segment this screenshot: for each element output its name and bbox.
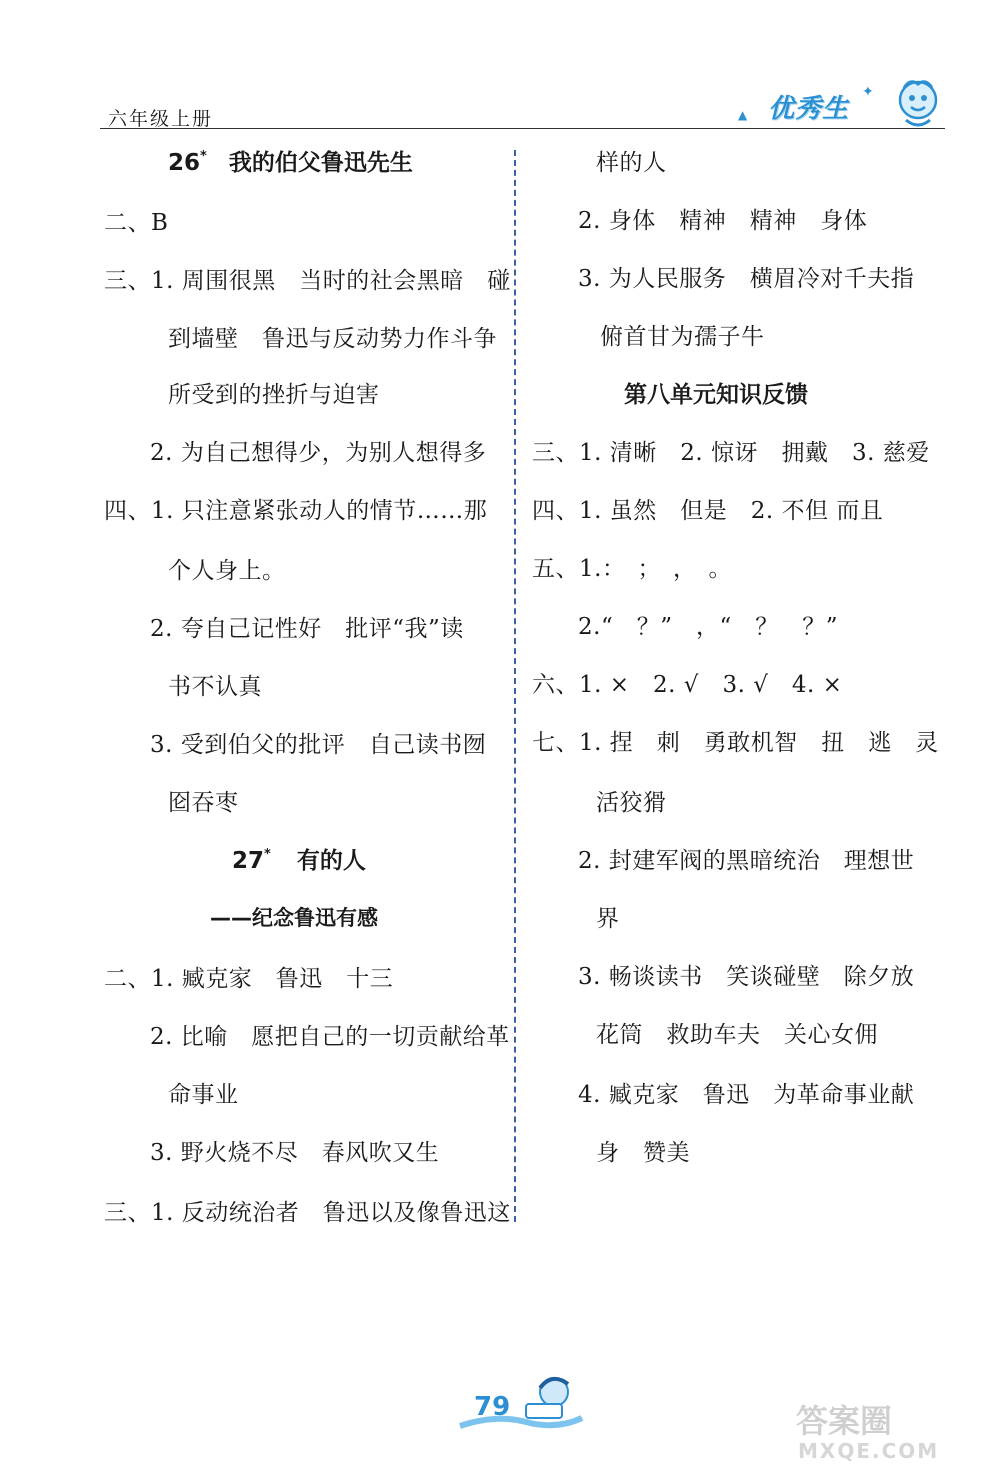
answer-line: 到墙壁 鲁迅与反动势力作斗争 (168, 326, 497, 352)
answer-line: 2. 封建军阀的黑暗统治 理想世 (578, 848, 915, 874)
mascot-icon (892, 76, 944, 132)
lesson-26-heading (168, 144, 413, 177)
answer-line: 2.“ ？” ，“ ？ ？” (578, 614, 838, 640)
answer-line: 身 赞美 (596, 1140, 690, 1166)
unit-8-title: 第八单元知识反馈 (624, 382, 808, 408)
header-rule (100, 128, 945, 129)
answer-line: 2. 为自己想得少，为别人想得多 (150, 440, 487, 466)
answer-line: 2. 比喻 愿把自己的一切贡献给革 (150, 1024, 510, 1050)
answer-line: 界 (596, 906, 620, 932)
answer-line: 囵吞枣 (168, 790, 239, 816)
lesson-26-mark: * (200, 149, 207, 164)
lesson-27-title: 有的人 (296, 848, 366, 874)
answer-line: 3. 为人民服务 横眉冷对千夫指 (578, 266, 915, 292)
answer-line: 五、1.： ； ， 。 (532, 556, 732, 582)
answer-line: 四、1. 只注意紧张动人的情节……那 (104, 498, 488, 524)
answer-line: 2. 夸自己记性好 批评“我”读 (150, 616, 464, 642)
answer-line: 四、1. 虽然 但是 2. 不但 而且 (532, 498, 884, 524)
lesson-26-title: 我的伯父鲁迅先生 (228, 150, 413, 176)
answer-line: 三、1. 周围很黑 当时的社会黑暗 碰 (104, 268, 511, 294)
brand-dots-icon: ▲ (738, 108, 748, 122)
answer-line: 个人身上。 (168, 558, 286, 584)
answer-line: 七、1. 捏 刺 勇敢机智 扭 逃 灵 (532, 730, 939, 756)
watermark-url: MXQE.COM (798, 1439, 940, 1462)
watermark-logo (790, 1398, 968, 1462)
answer-line: 俯首甘为孺子牛 (600, 324, 765, 350)
answer-line: 样的人 (596, 150, 667, 176)
answer-line: 命事业 (168, 1082, 239, 1108)
column-divider (514, 150, 516, 1222)
page-number: 79 (474, 1392, 511, 1422)
watermark-text: 答案圈 (796, 1402, 893, 1440)
answer-line: 二、B (104, 210, 169, 236)
answer-line: 3. 受到伯父的批评 自己读书囫 (150, 732, 487, 758)
answer-line: 书不认真 (168, 674, 262, 700)
answer-line: 花筒 救助车夫 关心女佣 (596, 1022, 878, 1048)
answer-line: 所受到的挫折与迫害 (168, 382, 380, 408)
lesson-27-mark: * (264, 847, 271, 862)
lesson-27-number: 27 (232, 848, 265, 874)
lesson-26-number: 26 (168, 150, 201, 176)
answer-line: 3. 畅谈读书 笑谈碰壁 除夕放 (578, 964, 915, 990)
answer-line: 三、1. 反动统治者 鲁迅以及像鲁迅这 (104, 1200, 511, 1226)
answer-line: 2. 身体 精神 精神 身体 (578, 208, 868, 234)
answer-line: 活狡猾 (596, 790, 667, 816)
brand-logo: 优秀生 (768, 94, 850, 124)
answer-line: 3. 野火烧不尽 春风吹又生 (150, 1140, 440, 1166)
lesson-27-heading (232, 842, 366, 875)
answer-line: 4. 臧克家 鲁迅 为革命事业献 (578, 1082, 915, 1108)
answer-line: 六、1. × 2. √ 3. √ 4. × (532, 672, 843, 698)
answer-line: 二、1. 臧克家 鲁迅 十三 (104, 966, 394, 992)
header-grade: 六年级上册 (108, 108, 214, 130)
lesson-27-subtitle: ——纪念鲁迅有感 (210, 906, 378, 930)
star-icon: ✦ (862, 84, 874, 100)
answer-line: 三、1. 清晰 2. 惊讶 拥戴 3. 慈爱 (532, 440, 930, 466)
